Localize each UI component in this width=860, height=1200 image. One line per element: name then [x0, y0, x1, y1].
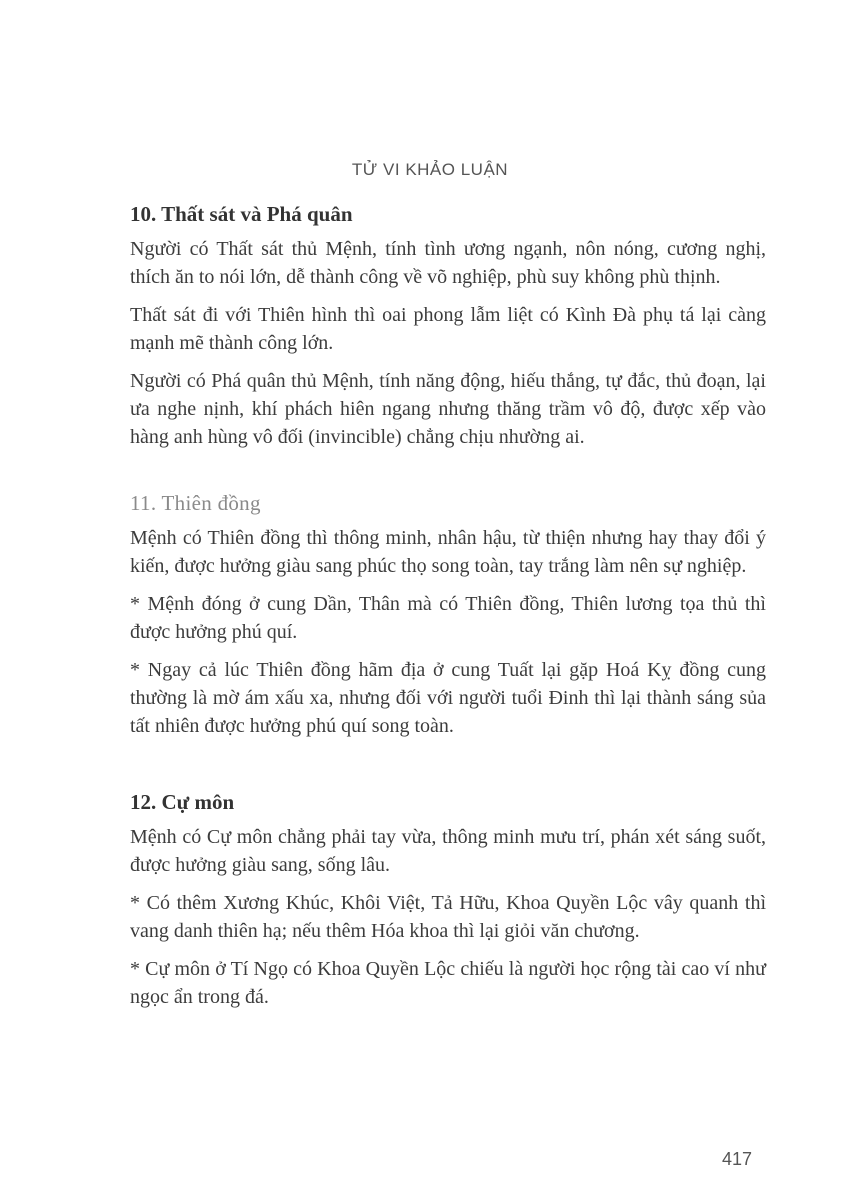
spacer	[130, 750, 766, 790]
spacer	[130, 461, 766, 491]
running-head: TỬ VI KHẢO LUẬN	[351, 160, 509, 179]
section-heading: 11. Thiên đồng	[130, 491, 261, 515]
page-number: 417	[722, 1149, 753, 1169]
paragraph: Người có Thất sát thủ Mệnh, tính tình ương ngạnh, nôn nóng, cương nghị, thích ăn to nói lớn, dễ thành công về võ nghiệp, phù suy không phù thịnh.	[130, 238, 766, 288]
section-cu-mon	[130, 790, 766, 1011]
paragraph: * Mệnh đóng ở cung Dần, Thân mà có Thiên đồng, Thiên lương tọa thủ thì được hưởng phú quí.	[130, 593, 766, 643]
paragraph: Mệnh có Cự môn chẳng phải tay vừa, thông minh mưu trí, phán xét sáng suốt, được hưởng giàu sang, sống lâu.	[130, 826, 766, 876]
paragraph: * Cự môn ở Tí Ngọ có Khoa Quyền Lộc chiếu là người học rộng tài cao ví như ngọc ẩn trong đá.	[130, 958, 766, 1008]
paragraph: Người có Phá quân thủ Mệnh, tính năng động, hiếu thắng, tự đắc, thủ đoạn, lại ưa nghe nịnh, khí phách hiên ngang nhưng thăng trầm vô độ, được xếp vào hàng anh hùng vô đối (invincible) chẳng chịu nhường ai.	[130, 370, 766, 448]
section-heading: 12. Cự môn	[130, 790, 235, 814]
section-that-sat-pha-quan	[130, 202, 766, 451]
paragraph: Mệnh có Thiên đồng thì thông minh, nhân hậu, từ thiện nhưng hay thay đổi ý kiến, được hưởng giàu sang phúc thọ song toàn, tay trắng làm nên sự nghiệp.	[130, 527, 766, 577]
paragraph: * Ngay cả lúc Thiên đồng hãm địa ở cung Tuất lại gặp Hoá Kỵ đồng cung thường là mờ ám xấu xa, nhưng đối với người tuổi Đinh thì lại thành sáng sủa tất nhiên được hưởng phú quí song toàn.	[130, 659, 766, 737]
paragraph: * Có thêm Xương Khúc, Khôi Việt, Tả Hữu, Khoa Quyền Lộc vây quanh thì vang danh thiên hạ; nếu thêm Hóa khoa thì lại giỏi văn chương.	[130, 892, 766, 942]
section-thien-dong	[130, 491, 766, 740]
page-content	[130, 202, 766, 1021]
section-heading: 10. Thất sát và Phá quân	[130, 202, 353, 226]
paragraph: Thất sát đi với Thiên hình thì oai phong lẫm liệt có Kình Đà phụ tá lại càng mạnh mẽ thành công lớn.	[130, 304, 766, 354]
